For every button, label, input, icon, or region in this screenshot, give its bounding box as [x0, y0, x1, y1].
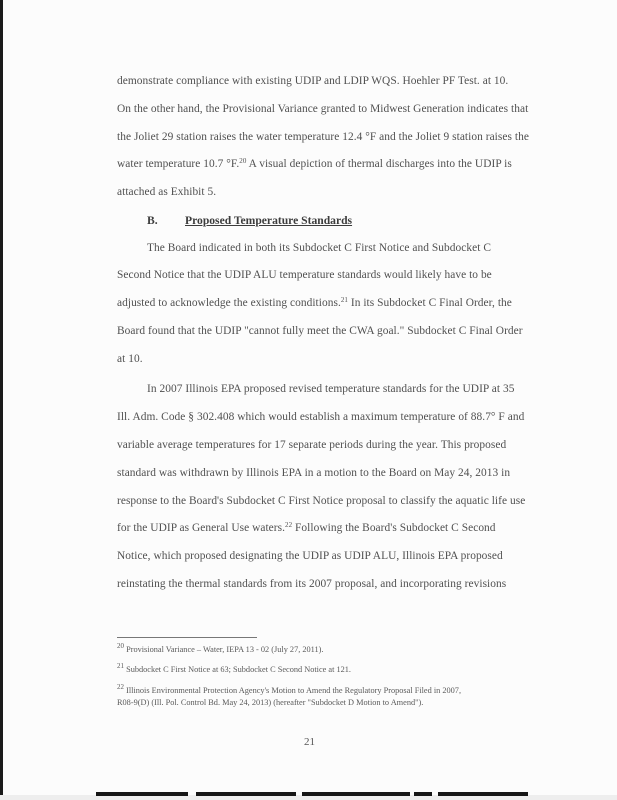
footnote-number: 20: [117, 642, 124, 650]
body-line: response to the Board's Subdocket C First Notice proposal to classify the aquatic life use: [117, 495, 526, 507]
footnote: [117, 683, 462, 696]
body-line: [117, 521, 496, 535]
body-text: Following the Board's Subdocket C Second: [292, 522, 496, 534]
footnote: [117, 662, 351, 675]
footnote-ref: 20: [239, 157, 247, 165]
body-text: A visual depiction of thermal discharges into the UDIP is: [246, 158, 512, 170]
body-line: The Board indicated in both its Subdocket C First Notice and Subdocket C: [147, 242, 492, 254]
footnote-ref: 21: [340, 296, 348, 304]
footnote-text: Illinois Environmental Protection Agency's Motion to Amend the Regulatory Proposal Filed in 2007,: [126, 686, 462, 695]
footnote-text: Provisional Variance – Water, IEPA 13 - 02 (July 27, 2011).: [126, 645, 324, 654]
footnote-number: 22: [117, 683, 124, 691]
scan-bottom-segment: [96, 792, 188, 796]
scan-bottom-segment: [414, 792, 432, 796]
footnote: [117, 642, 324, 655]
body-line: variable average temperatures for 17 separate periods during the year. This proposed: [117, 439, 507, 451]
body-text: adjusted to acknowledge the existing conditions.: [117, 297, 341, 309]
section-title: Proposed Temperature Standards: [185, 214, 353, 227]
section-letter: B.: [147, 214, 158, 227]
scan-edge: [0, 0, 3, 800]
footnote-ref: 22: [285, 521, 293, 529]
footnote-continuation: R08-9(D) (Ill. Pol. Control Bd. May 24, 2013) (hereafter "Subdocket D Motion to Amend").: [117, 698, 424, 707]
body-line: at 10.: [117, 353, 143, 365]
body-line: Second Notice that the UDIP ALU temperature standards would likely have to be: [117, 269, 492, 281]
body-text: water temperature 10.7 °F.: [117, 158, 240, 170]
section-heading: [147, 214, 352, 227]
body-line: [117, 157, 512, 171]
body-text: for the UDIP as General Use waters.: [117, 522, 286, 534]
page-number: 21: [304, 736, 315, 748]
body-text: In its Subdocket C Final Order, the: [347, 297, 512, 309]
body-line: demonstrate compliance with existing UDIP and LDIP WQS. Hoehler PF Test. at 10.: [117, 75, 509, 87]
body-line: the Joliet 29 station raises the water temperature 12.4 °F and the Joliet 9 station raises the: [117, 131, 529, 143]
body-line: [117, 296, 512, 310]
body-line: reinstating the thermal standards from its 2007 proposal, and incorporating revisions: [117, 578, 507, 590]
scan-bottom-segment: [196, 792, 296, 796]
scan-bottom-segment: [302, 792, 410, 796]
footnote-separator: [117, 637, 257, 638]
body-line: In 2007 Illinois EPA proposed revised temperature standards for the UDIP at 35: [147, 383, 515, 395]
body-line: standard was withdrawn by Illinois EPA in a motion to the Board on May 24, 2013 in: [117, 467, 511, 479]
body-line: Notice, which proposed designating the UDIP as UDIP ALU, Illinois EPA proposed: [117, 550, 503, 562]
footnote-text: Subdocket C First Notice at 63; Subdocket C Second Notice at 121.: [126, 665, 351, 674]
body-line: Ill. Adm. Code § 302.408 which would establish a maximum temperature of 88.7° F and: [117, 411, 525, 423]
body-line: Board found that the UDIP "cannot fully meet the CWA goal." Subdocket C Final Order: [117, 325, 523, 337]
scan-bottom-segment: [438, 792, 528, 796]
body-line: attached as Exhibit 5.: [117, 186, 217, 198]
footnote-number: 21: [117, 662, 124, 670]
body-line: On the other hand, the Provisional Variance granted to Midwest Generation indicates that: [117, 103, 529, 115]
